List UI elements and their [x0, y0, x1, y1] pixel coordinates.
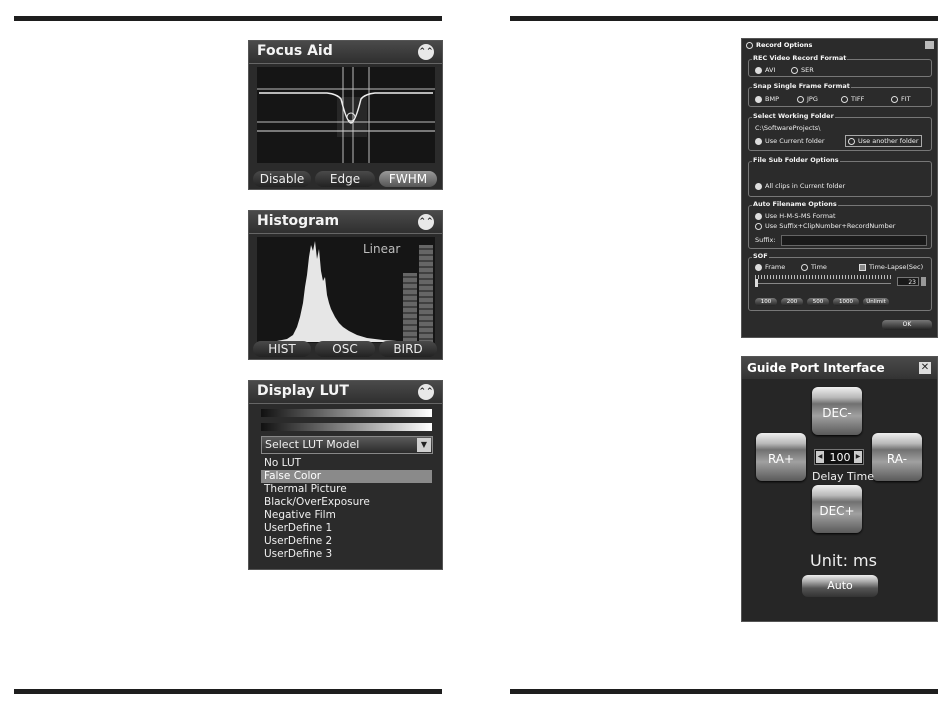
lut-option[interactable]: Thermal Picture	[264, 483, 347, 495]
delay-label: Delay Time	[812, 470, 874, 483]
lut-gradient-bar	[261, 423, 432, 431]
radio-icon	[755, 213, 762, 220]
snap-format-group	[748, 82, 932, 107]
radio-another-folder[interactable]	[845, 135, 922, 147]
working-folder-group	[748, 112, 932, 151]
preset-500-button[interactable]: 500	[807, 298, 829, 306]
radio-fit[interactable]	[891, 95, 911, 103]
top-rule-left	[14, 16, 442, 21]
radio-avi[interactable]	[755, 66, 775, 74]
ser-label: SER	[801, 66, 814, 74]
guide-port-titlebar	[742, 357, 937, 379]
tab-bird[interactable]: BIRD	[379, 341, 437, 357]
tab-disable[interactable]: Disable	[253, 171, 311, 187]
auto-filename-group	[748, 200, 932, 249]
suffix-input[interactable]	[781, 235, 927, 246]
slider-handle[interactable]	[755, 279, 758, 287]
display-lut-titlebar	[249, 381, 442, 404]
avi-label: AVI	[765, 66, 776, 74]
auto-filename-label: Auto Filename Options	[753, 200, 837, 208]
sof-value-stepper[interactable]	[921, 277, 926, 286]
top-rule-right	[510, 16, 938, 21]
preset-1000-button[interactable]: 1000	[833, 298, 859, 306]
focus-aid-tabs	[253, 171, 438, 187]
radio-icon	[755, 183, 762, 190]
dec-plus-label: DEC+	[819, 504, 855, 518]
ok-button[interactable]: OK	[882, 320, 932, 330]
preset-unlimit-button[interactable]: Unlimit	[863, 298, 889, 306]
histogram-panel	[248, 210, 443, 360]
display-lut-panel	[248, 380, 443, 570]
jpg-label: JPG	[807, 95, 818, 103]
checkbox-icon	[859, 264, 866, 271]
focus-aid-titlebar	[249, 41, 442, 64]
all-clips-label: All clips in Current folder	[765, 182, 846, 190]
radio-current-folder[interactable]	[755, 137, 825, 145]
slider-track	[755, 283, 891, 284]
lut-select-label: Select LUT Model	[265, 438, 360, 451]
radio-frame[interactable]	[755, 263, 785, 271]
auto-button[interactable]: Auto	[802, 575, 878, 597]
radio-tiff[interactable]	[841, 95, 864, 103]
lut-option[interactable]: No LUT	[264, 457, 302, 469]
radio-icon	[891, 96, 898, 103]
radio-hms-format[interactable]	[755, 212, 836, 220]
lut-option[interactable]: UserDefine 1	[264, 522, 333, 534]
lut-option[interactable]: Black/OverExposure	[264, 496, 370, 508]
bmp-label: BMP	[765, 95, 779, 103]
time-label: Time	[811, 263, 827, 271]
record-options-panel	[741, 38, 938, 338]
preset-200-button[interactable]: 200	[781, 298, 803, 306]
histogram-titlebar	[249, 211, 442, 234]
unit-label: Unit: ms	[810, 551, 877, 570]
radio-bmp[interactable]	[755, 95, 779, 103]
histogram-mode-label: Linear	[363, 242, 401, 256]
suffix-label: Suffix:	[755, 236, 776, 244]
collapse-icon[interactable]: ⌃⌃	[418, 214, 434, 230]
lut-gradient-bar	[261, 409, 432, 417]
sof-slider[interactable]	[755, 275, 891, 287]
working-folder-label: Select Working Folder	[753, 112, 834, 120]
collapse-icon[interactable]: ⌃⌃	[418, 384, 434, 400]
snap-format-label: Snap Single Frame Format	[753, 82, 850, 90]
focus-aid-display	[257, 67, 435, 163]
radio-icon	[755, 223, 762, 230]
focus-aid-panel	[248, 40, 443, 190]
radio-icon	[848, 138, 855, 145]
guide-port-title: Guide Port Interface	[747, 361, 885, 375]
video-format-label: REC Video Record Format	[753, 54, 847, 62]
radio-icon	[797, 96, 804, 103]
ra-minus-button[interactable]	[872, 433, 922, 481]
sof-label: SOF	[753, 252, 768, 260]
decrease-arrow-icon[interactable]: ◀	[816, 451, 824, 463]
tab-fwhm[interactable]: FWHM	[379, 171, 437, 187]
radio-ser[interactable]	[791, 66, 814, 74]
another-folder-label: Use another folder	[858, 137, 919, 145]
ra-plus-label: RA+	[767, 452, 795, 466]
delay-stepper[interactable]	[814, 449, 864, 465]
fit-label: FIT	[901, 95, 911, 103]
dropdown-arrow-icon[interactable]: ▼	[417, 438, 431, 452]
lut-option-selected[interactable]: False Color	[261, 470, 432, 483]
radio-icon	[801, 264, 808, 271]
ra-plus-button[interactable]	[756, 433, 806, 481]
folder-path: C:\SoftwareProjects\	[755, 124, 821, 132]
lut-select[interactable]	[261, 436, 433, 454]
guide-port-panel	[741, 356, 938, 622]
tab-hist[interactable]: HIST	[253, 341, 311, 357]
radio-icon	[841, 96, 848, 103]
radio-icon	[755, 264, 762, 271]
preset-100-button[interactable]: 100	[755, 298, 777, 306]
radio-icon	[755, 67, 762, 74]
pin-icon[interactable]	[925, 41, 934, 49]
dec-minus-label: DEC-	[822, 406, 852, 420]
increase-arrow-icon[interactable]: ▶	[854, 451, 862, 463]
frame-label: Frame	[765, 263, 786, 271]
record-options-titlebar	[742, 39, 937, 51]
sub-folder-label: File Sub Folder Options	[753, 156, 839, 164]
histogram-tabs	[253, 341, 438, 357]
collapse-icon[interactable]: ⌃⌃	[418, 44, 434, 60]
hms-label: Use H-M-S-MS Format	[765, 212, 836, 220]
radio-jpg[interactable]	[797, 95, 818, 103]
current-folder-label: Use Current folder	[765, 137, 825, 145]
lut-options-list	[249, 457, 444, 567]
sof-group	[748, 252, 932, 311]
sub-folder-group	[748, 156, 932, 197]
lut-option[interactable]: UserDefine 2	[264, 535, 333, 547]
radio-suffix-format[interactable]	[755, 222, 895, 230]
lut-option[interactable]: Negative Film	[264, 509, 336, 521]
focus-aid-title: Focus Aid	[257, 43, 333, 59]
display-lut-title: Display LUT	[257, 383, 349, 399]
histogram-title: Histogram	[257, 213, 340, 229]
timelapse-label: Time-Lapse(Sec)	[869, 263, 924, 271]
dec-plus-button[interactable]	[812, 485, 862, 533]
radio-icon	[755, 138, 762, 145]
radio-icon	[791, 67, 798, 74]
suffix-format-label: Use Suffix+ClipNumber+RecordNumber	[765, 222, 896, 230]
delay-value: 100	[829, 451, 851, 464]
video-format-group	[748, 54, 932, 77]
radio-time[interactable]	[801, 263, 827, 271]
record-options-title: Record Options	[756, 41, 813, 49]
radio-all-clips[interactable]	[755, 182, 845, 190]
tiff-label: TIFF	[851, 95, 865, 103]
ra-minus-label: RA-	[886, 452, 908, 466]
dec-minus-button[interactable]	[812, 387, 862, 435]
tab-osc[interactable]: OSC	[315, 341, 375, 357]
record-icon	[746, 42, 753, 49]
histogram-plot	[257, 237, 435, 343]
timelapse-checkbox[interactable]	[859, 263, 923, 271]
bottom-rule-right	[510, 689, 938, 694]
close-icon[interactable]: ✕	[920, 362, 930, 373]
lut-option[interactable]: UserDefine 3	[264, 548, 333, 560]
radio-icon	[755, 96, 762, 103]
tab-edge[interactable]: Edge	[315, 171, 375, 187]
bottom-rule-left	[14, 689, 442, 694]
sof-value-box[interactable]: 23	[897, 277, 919, 286]
